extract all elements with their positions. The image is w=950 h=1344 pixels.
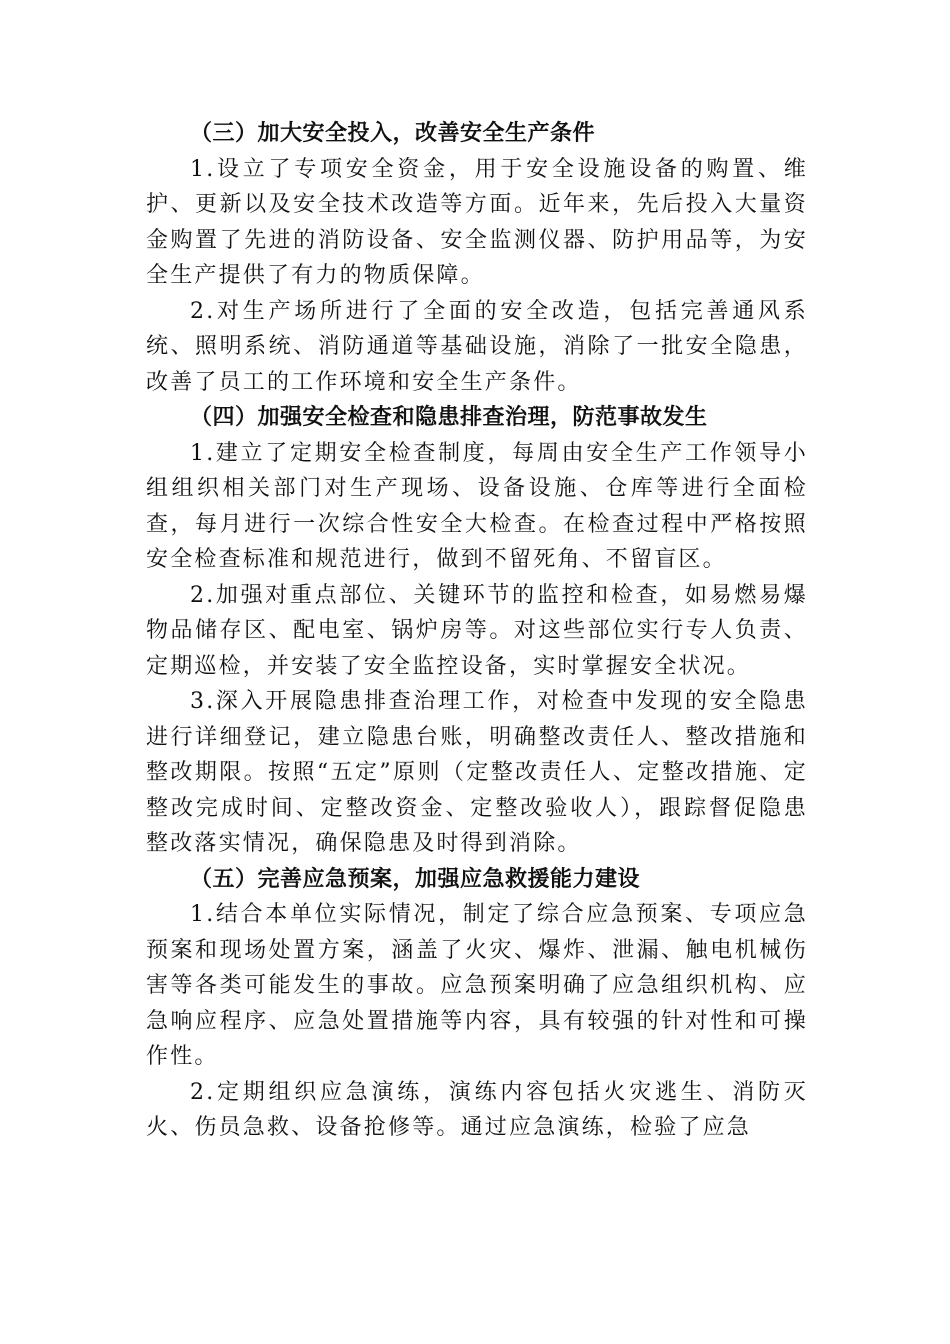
paragraph: 1.建立了定期安全检查制度，每周由安全生产工作领导小组组织相关部门对生产现场、设备设施、仓库等进行全面检查，每月进行一次综合性安全大检查。在检查过程中严格按照安全检查标准和规范进行，做到不留死角、不留盲区。 (146, 440, 808, 572)
section-heading-4: （四）加强安全检查和隐患排查治理，防范事故发生 (190, 405, 708, 430)
paragraph: 3.深入开展隐患排查治理工作，对检查中发现的安全隐患进行详细登记，建立隐患台账，明确整改责任人、整改措施和整改期限。按照“五定”原则（定整改责任人、定整改措施、定整改完成时间、定整改资金、定整改验收人），跟踪督促隐患整改落实情况，确保隐患及时得到消除。 (146, 689, 808, 856)
paragraph: 2.对生产场所进行了全面的安全改造，包括完善通风系统、照明系统、消防通道等基础设施，消除了一批安全隐患，改善了员工的工作环境和安全生产条件。 (146, 298, 808, 395)
section-heading-3: （三）加大安全投入，改善安全生产条件 (190, 121, 596, 146)
document-body (146, 116, 808, 1146)
section-heading-5: （五）完善应急预案，加强应急救援能力建设 (190, 866, 641, 892)
paragraph: 2.定期组织应急演练，演练内容包括火灾逃生、消防灭火、伤员急救、设备抢修等。通过应急演练，检验了应急 (146, 1079, 808, 1140)
paragraph: 1.结合本单位实际情况，制定了综合应急预案、专项应急预案和现场处置方案，涵盖了火灾、爆炸、泄漏、触电机械伤害等各类可能发生的事故。应急预案明确了应急组织机构、应急响应程序、应急处置措施等内容，具有较强的针对性和可操作性。 (146, 902, 808, 1069)
paragraph: 2.加强对重点部位、关键环节的监控和检查，如易燃易爆物品储存区、配电室、锅炉房等。对这些部位实行专人负责、定期巡检，并安装了安全监控设备，实时掌握安全状况。 (146, 582, 808, 679)
paragraph: 1.设立了专项安全资金，用于安全设施设备的购置、维护、更新以及安全技术改造等方面。近年来，先后投入大量资金购置了先进的消防设备、安全监测仪器、防护用品等，为安全生产提供了有力的物质保障。 (146, 156, 808, 288)
